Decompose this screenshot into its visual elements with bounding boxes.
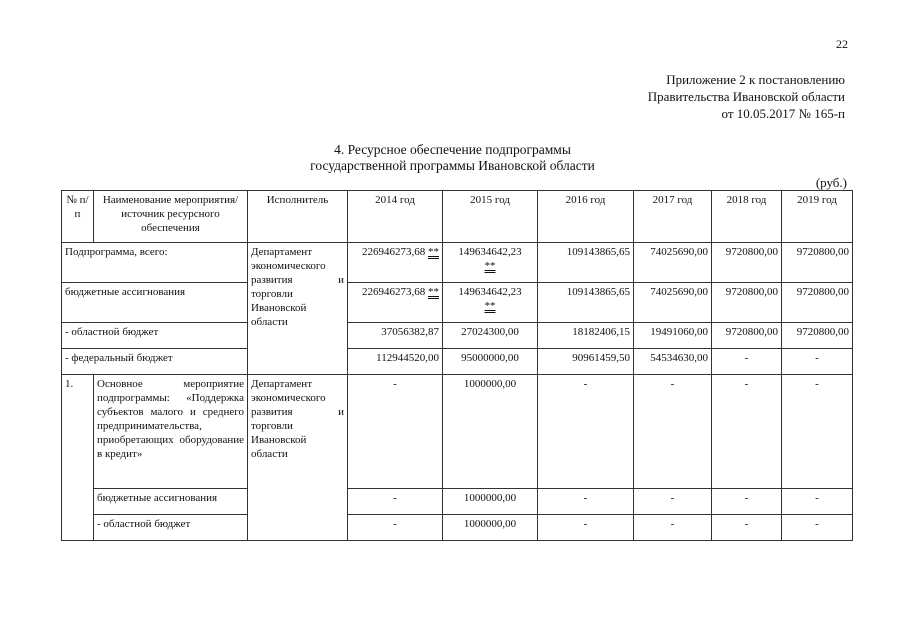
- value-2015: 1000000,00: [443, 489, 538, 515]
- document-title: [0, 142, 905, 174]
- value-2015: 149634642,23 **: [443, 243, 538, 283]
- header-2019: 2019 год: [782, 191, 853, 243]
- header-2015: 2015 год: [443, 191, 538, 243]
- appendix-line-1: Приложение 2 к постановлению: [666, 72, 845, 87]
- header-2018: 2018 год: [712, 191, 782, 243]
- value-2017: 74025690,00: [634, 243, 712, 283]
- value-2019: 9720800,00: [782, 283, 853, 323]
- row-label: - федеральный бюджет: [62, 349, 248, 375]
- value-2015: 95000000,00: [443, 349, 538, 375]
- title-line-1: 4. Ресурсное обеспечение подпрограммы: [334, 142, 571, 157]
- value-2014: -: [348, 489, 443, 515]
- activity-executor: Департамент экономического развития и торговли Ивановской области: [248, 375, 348, 541]
- table-row: [62, 489, 853, 515]
- activity-row: [62, 375, 853, 489]
- appendix-header: [648, 71, 845, 122]
- value-2016: -: [538, 515, 634, 541]
- value-2016: -: [538, 489, 634, 515]
- row-label: бюджетные ассигнования: [62, 283, 248, 323]
- currency-unit: (руб.): [815, 175, 847, 190]
- value-2018: -: [712, 515, 782, 541]
- value-2015: 1000000,00: [443, 375, 538, 489]
- row-label: бюджетные ассигнования: [94, 489, 248, 515]
- value-2019: 9720800,00: [782, 323, 853, 349]
- table-row: [62, 323, 853, 349]
- header-name: Наименование мероприятия/источник ресурсного обеспечения: [94, 191, 248, 243]
- row-label: - областной бюджет: [94, 515, 248, 541]
- activity-name: Основное мероприятие подпрограммы: «Поддержка субъектов малого и среднего предпринимательства, приобретающих оборудование в кредит»: [94, 375, 248, 489]
- value-2018: 9720800,00: [712, 323, 782, 349]
- value-2016: 109143865,65: [538, 243, 634, 283]
- header-2016: 2016 год: [538, 191, 634, 243]
- value-2018: 9720800,00: [712, 243, 782, 283]
- value-2018: -: [712, 375, 782, 489]
- value-2015: 27024300,00: [443, 323, 538, 349]
- resource-table: [61, 190, 853, 541]
- value-2016: 90961459,50: [538, 349, 634, 375]
- value-2019: -: [782, 375, 853, 489]
- value-2019: 9720800,00: [782, 243, 853, 283]
- value-2016: -: [538, 375, 634, 489]
- footnote-mark: **: [484, 260, 496, 272]
- value-2018: -: [712, 489, 782, 515]
- table-row: [62, 515, 853, 541]
- value-2015: 149634642,23 **: [443, 283, 538, 323]
- row-label: - областной бюджет: [62, 323, 248, 349]
- value-2017: -: [634, 515, 712, 541]
- row-label: Подпрограмма, всего:: [62, 243, 248, 283]
- header-row: [62, 191, 853, 243]
- value-2016: 18182406,15: [538, 323, 634, 349]
- value-2014: -: [348, 515, 443, 541]
- value-2015: 1000000,00: [443, 515, 538, 541]
- header-2017: 2017 год: [634, 191, 712, 243]
- title-line-2: государственной программы Ивановской области: [310, 158, 595, 173]
- value-2014: 37056382,87: [348, 323, 443, 349]
- footnote-mark: **: [428, 286, 439, 298]
- table-row: [62, 283, 853, 323]
- footnote-mark: **: [484, 300, 496, 312]
- page-number: 22: [836, 37, 848, 51]
- value-2017: 74025690,00: [634, 283, 712, 323]
- appendix-line-2: Правительства Ивановской области: [647, 89, 845, 104]
- value-2019: -: [782, 515, 853, 541]
- value-2019: -: [782, 489, 853, 515]
- activity-num: 1.: [62, 375, 94, 541]
- table-row: [62, 349, 853, 375]
- value-2017: 19491060,00: [634, 323, 712, 349]
- header-executor: Исполнитель: [248, 191, 348, 243]
- header-2014: 2014 год: [348, 191, 443, 243]
- footnote-mark: **: [428, 246, 439, 258]
- value-2017: -: [634, 489, 712, 515]
- value-2018: 9720800,00: [712, 283, 782, 323]
- value-2014: 226946273,68 **: [348, 243, 443, 283]
- value-2017: -: [634, 375, 712, 489]
- value-2018: -: [712, 349, 782, 375]
- value-2014: -: [348, 375, 443, 489]
- value-2017: 54534630,00: [634, 349, 712, 375]
- appendix-line-3: от 10.05.2017 № 165-п: [721, 106, 845, 121]
- value-2014: 226946273,68 **: [348, 283, 443, 323]
- table-row: [62, 243, 853, 283]
- value-2019: -: [782, 349, 853, 375]
- value-2016: 109143865,65: [538, 283, 634, 323]
- executor-cell: Департамент экономического развития и торговли Ивановской области: [248, 243, 348, 375]
- header-num: № п/п: [62, 191, 94, 243]
- value-2014: 112944520,00: [348, 349, 443, 375]
